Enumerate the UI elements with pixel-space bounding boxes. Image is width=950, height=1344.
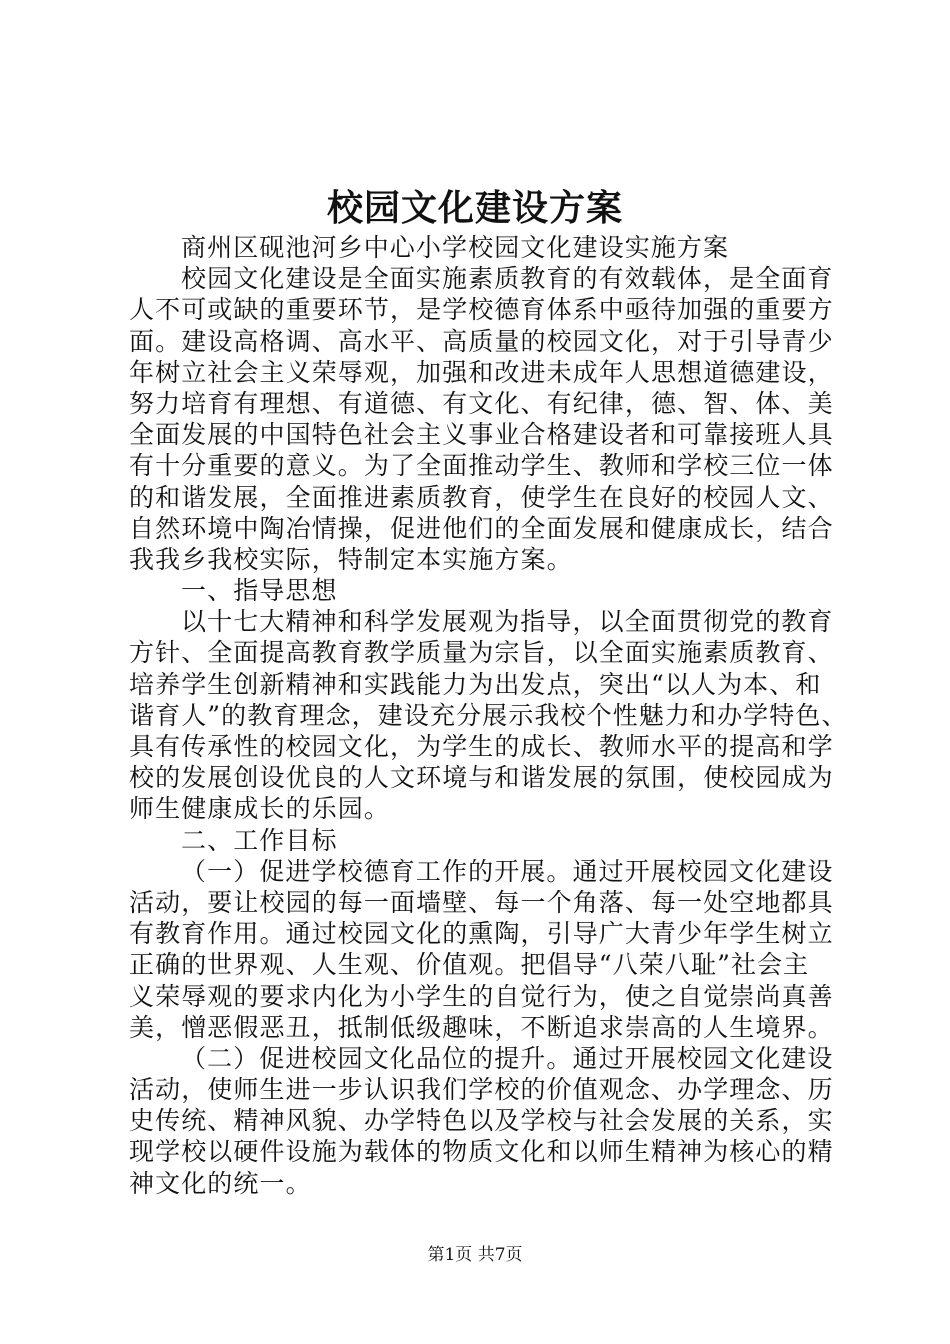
section-heading: 二、工作目标 <box>181 825 338 855</box>
paragraph-line: 努力培育有理想、有道德、有文化、有纪律，德、智、体、美 <box>129 388 834 418</box>
paragraph-line: 校的发展创设优良的人文环境与和谐发展的氛围，使校园成为 <box>129 763 834 793</box>
section-heading: 一、指导思想 <box>181 576 338 606</box>
paragraph-line: （一）促进学校德育工作的开展。通过开展校园文化建设 <box>181 856 834 886</box>
paragraph-line: 神文化的统一。 <box>129 1168 312 1198</box>
paragraph-line: 史传统、精神风貌、办学特色以及学校与社会发展的关系，实 <box>129 1106 834 1136</box>
paragraph-line: 方针、全面提高教育教学质量为宗旨，以全面实施素质教育、 <box>129 638 834 668</box>
paragraph-line: 人不可或缺的重要环节，是学校德育体系中亟待加强的重要方 <box>129 295 834 325</box>
paragraph-line: 义荣辱观的要求内化为小学生的自觉行为，使之自觉崇尚真善 <box>129 981 834 1011</box>
paragraph-line: 师生健康成长的乐园。 <box>129 794 391 824</box>
paragraph-line: 我我乡我校实际，特制定本实施方案。 <box>129 544 573 574</box>
paragraph-line: （二）促进校园文化品位的提升。通过开展校园文化建设 <box>181 1043 834 1073</box>
paragraph-line: 培养学生创新精神和实践能力为出发点，突出“以人为本、和 <box>129 669 822 699</box>
paragraph-line: 有教育作用。通过校园文化的熏陶，引导广大青少年学生树立 <box>129 919 834 949</box>
paragraph-line: 校园文化建设是全面实施素质教育的有效载体，是全面育 <box>181 264 834 294</box>
document-title: 校园文化建设方案 <box>326 187 623 229</box>
paragraph-line: 自然环境中陶冶情操，促进他们的全面发展和健康成长，结合 <box>129 513 834 543</box>
paragraph-line: 有十分重要的意义。为了全面推动学生、教师和学校三位一体 <box>129 451 834 481</box>
page-footer: 第1页 共7页 <box>427 1245 523 1265</box>
paragraph-line: 活动，使师生进一步认识我们学校的价值观念、办学理念、历 <box>129 1075 834 1105</box>
paragraph-line: 活动，要让校园的每一面墙壁、每一个角落、每一处空地都具 <box>129 887 834 917</box>
paragraph-line: 年树立社会主义荣辱观，加强和改进未成年人思想道德建设， <box>129 357 834 387</box>
paragraph-line: 具有传承性的校园文化，为学生的成长、教师水平的提高和学 <box>129 732 834 761</box>
paragraph-line: 以十七大精神和科学发展观为指导，以全面贯彻党的教育 <box>181 607 834 637</box>
paragraph-line: 的和谐发展，全面推进素质教育，使学生在良好的校园人文、 <box>129 482 834 512</box>
paragraph-line: 正确的世界观、人生观、价值观。把倡导“八荣八耻”社会主 <box>129 950 810 980</box>
paragraph-line: 面。建设高格调、高水平、高质量的校园文化，对于引导青少 <box>129 326 834 356</box>
document-body <box>129 232 848 1199</box>
paragraph-line: 现学校以硬件设施为载体的物质文化和以师生精神为核心的精 <box>129 1137 834 1167</box>
paragraph-line: 全面发展的中国特色社会主义事业合格建设者和可靠接班人具 <box>129 420 834 450</box>
paragraph-line: 美，憎恶假恶丑，抵制低级趣味，不断追求崇高的人生境界。 <box>129 1012 834 1042</box>
paragraph-line: 谐育人”的教育理念，建设充分展示我校个性魅力和办学特色、 <box>129 700 848 730</box>
subtitle-line: 商州区砚池河乡中心小学校园文化建设实施方案 <box>181 233 730 262</box>
